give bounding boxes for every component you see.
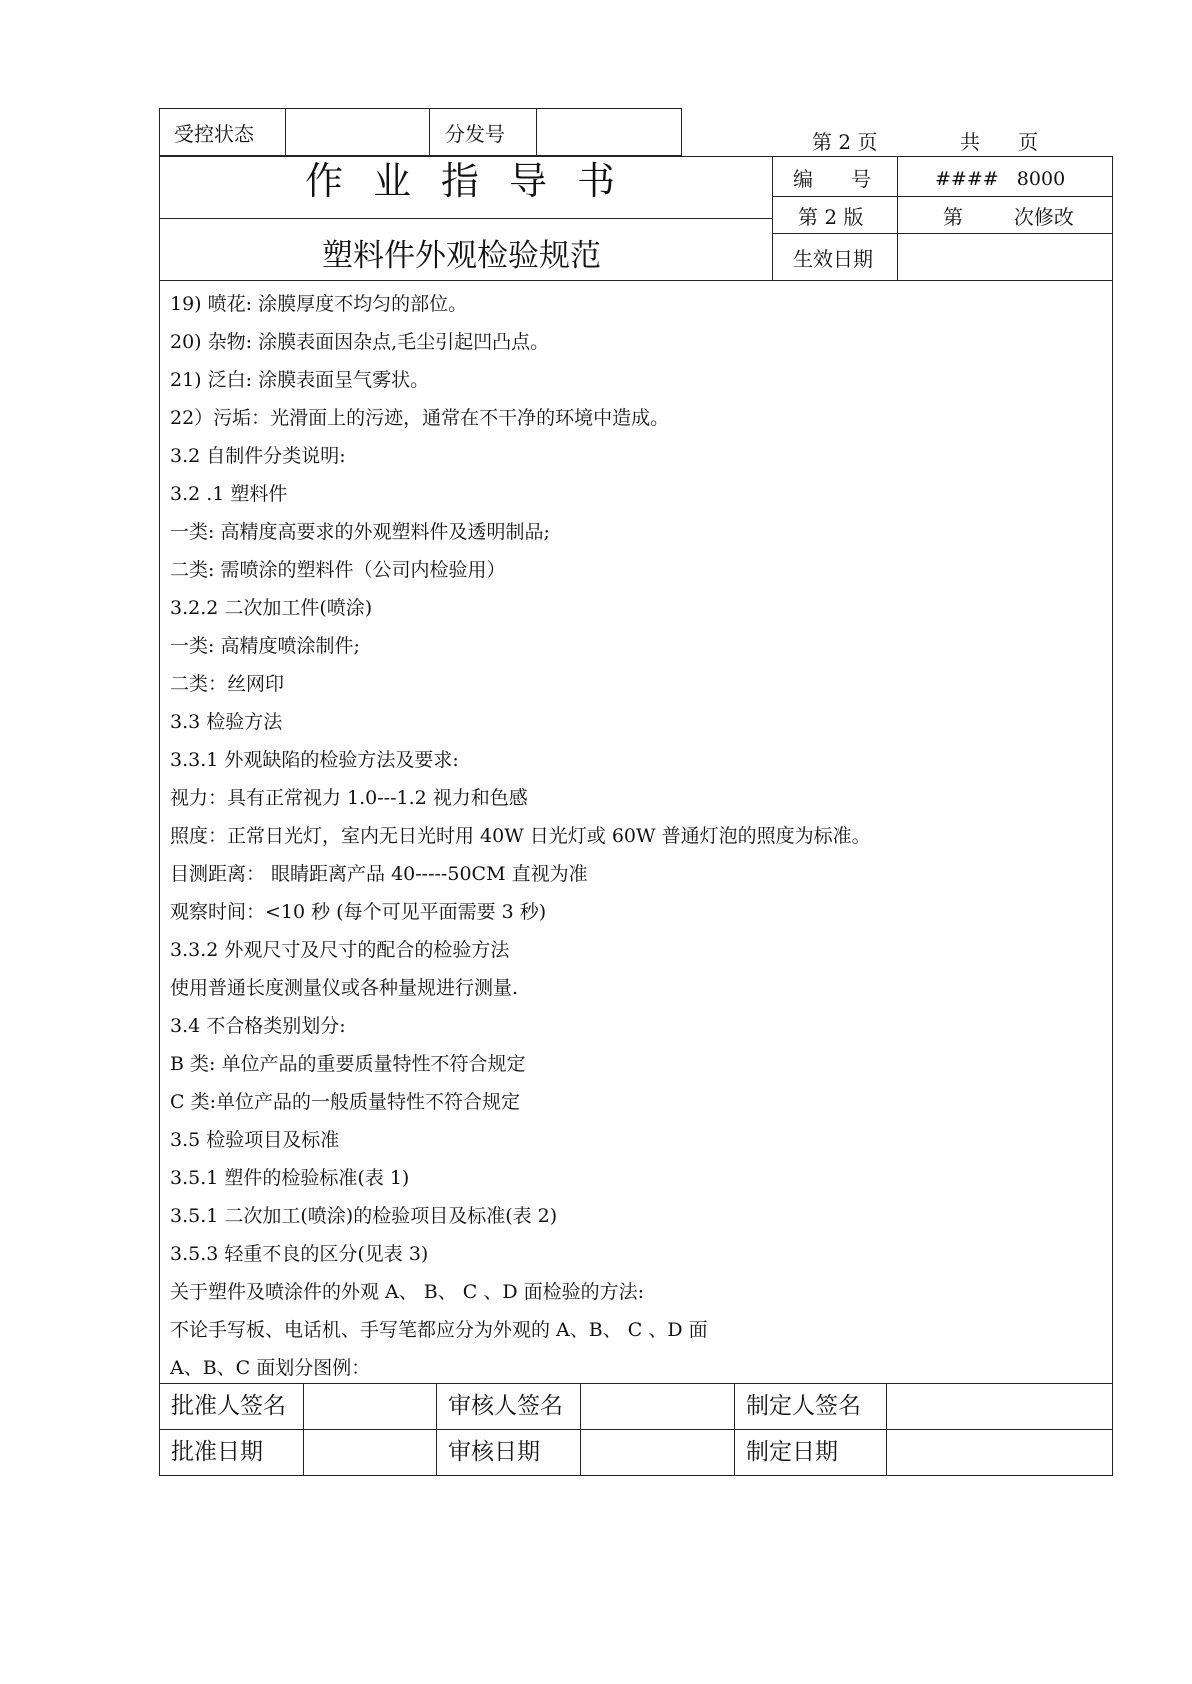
body-line: 3.3.2 外观尺寸及尺寸的配合的检验方法: [170, 939, 510, 961]
page-number: 第 2 页: [812, 130, 878, 154]
body-line: 3.2.2 二次加工件(喷涂): [170, 597, 373, 619]
divider: [436, 1383, 437, 1476]
divider: [897, 156, 898, 280]
body-line: 3.5.1 二次加工(喷涂)的检验项目及标准(表 2): [170, 1205, 558, 1227]
divider: [772, 233, 1113, 234]
review-date-label: 审核日期: [448, 1439, 540, 1465]
divider: [159, 280, 1113, 281]
body-line: 20) 杂物: 涂膜表面因杂点,毛尘引起凹凸点。: [170, 331, 550, 353]
body-line: 一类: 高精度高要求的外观塑料件及透明制品;: [170, 521, 550, 543]
body-line: 3.5 检验项目及标准: [170, 1129, 340, 1151]
divider: [734, 1383, 735, 1476]
controlled-status-label: 受控状态: [174, 122, 254, 146]
body-line: 使用普通长度测量仪或各种量规进行测量.: [170, 977, 519, 999]
divider: [772, 196, 1113, 197]
document-frame: [159, 156, 1113, 1476]
divider: [580, 1383, 581, 1476]
body-line: 3.5.3 轻重不良的区分(见表 3): [170, 1243, 429, 1265]
body-line: 19) 喷花: 涂膜厚度不均匀的部位。: [170, 293, 468, 315]
body-line: A、B、C 面划分图例：: [170, 1357, 371, 1379]
divider: [285, 108, 286, 156]
body-line: 3.2 自制件分类说明:: [170, 445, 346, 467]
body-line: 一类: 高精度喷涂制件;: [170, 635, 360, 657]
body-line: B 类: 单位产品的重要质量特性不符合规定: [170, 1053, 526, 1075]
body-line: 视力：具有正常视力 1.0---1.2 视力和色感: [170, 787, 528, 809]
divider: [886, 1383, 887, 1476]
make-date-label: 制定日期: [746, 1439, 838, 1465]
body-line: 二类：丝网印: [170, 673, 285, 695]
divider: [536, 108, 537, 156]
body-line: 3.2 .1 塑料件: [170, 483, 288, 505]
body-line: 21) 泛白: 涂膜表面呈气雾状。: [170, 369, 430, 391]
body-line: 3.3.1 外观缺陷的检验方法及要求:: [170, 749, 459, 771]
body-line: 目测距离： 眼睛距离产品 40-----50CM 直视为准: [170, 863, 588, 885]
body-line: 3.3 检验方法: [170, 711, 283, 733]
body-line: 关于塑件及喷涂件的外观 A、 B、 C 、D 面检验的方法:: [170, 1281, 645, 1303]
body-line: 3.4 不合格类别划分:: [170, 1015, 346, 1037]
body-line: 照度：正常日光灯，室内无日光时用 40W 日光灯或 60W 普通灯泡的照度为标准。: [170, 825, 871, 847]
divider: [159, 218, 773, 219]
body-line: 22）污垢：光滑面上的污迹，通常在不干净的环境中造成。: [170, 407, 670, 429]
number-label: 编 号: [793, 167, 872, 191]
number-value: #### 8000: [935, 168, 1066, 190]
body-line: C 类:单位产品的一般质量特性不符合规定: [170, 1091, 520, 1113]
body-line: 不论手写板、电话机、手写笔都应分为外观的 A、B、 C 、D 面: [170, 1319, 708, 1341]
version-label: 第 2 版: [798, 205, 864, 229]
divider: [429, 108, 430, 156]
body-line: 观察时间：<10 秒 (每个可见平面需要 3 秒): [170, 901, 547, 923]
effective-date-label: 生效日期: [793, 247, 873, 271]
revision-label: 第 次修改: [943, 205, 1074, 229]
divider: [772, 156, 773, 280]
divider: [303, 1383, 304, 1476]
reviewer-sign-label: 审核人签名: [448, 1393, 563, 1419]
approve-date-label: 批准日期: [171, 1439, 263, 1465]
body-line: 3.5.1 塑件的检验标准(表 1): [170, 1167, 410, 1189]
maker-sign-label: 制定人签名: [746, 1393, 861, 1419]
page-total: 共 页: [960, 130, 1039, 154]
body-line: 二类: 需喷涂的塑料件（公司内检验用）: [170, 559, 506, 581]
issue-no-label: 分发号: [445, 122, 505, 146]
approver-sign-label: 批准人签名: [171, 1393, 286, 1419]
document-title: 塑料件外观检验规范: [322, 238, 601, 274]
main-title: 作业指导书: [305, 159, 646, 203]
